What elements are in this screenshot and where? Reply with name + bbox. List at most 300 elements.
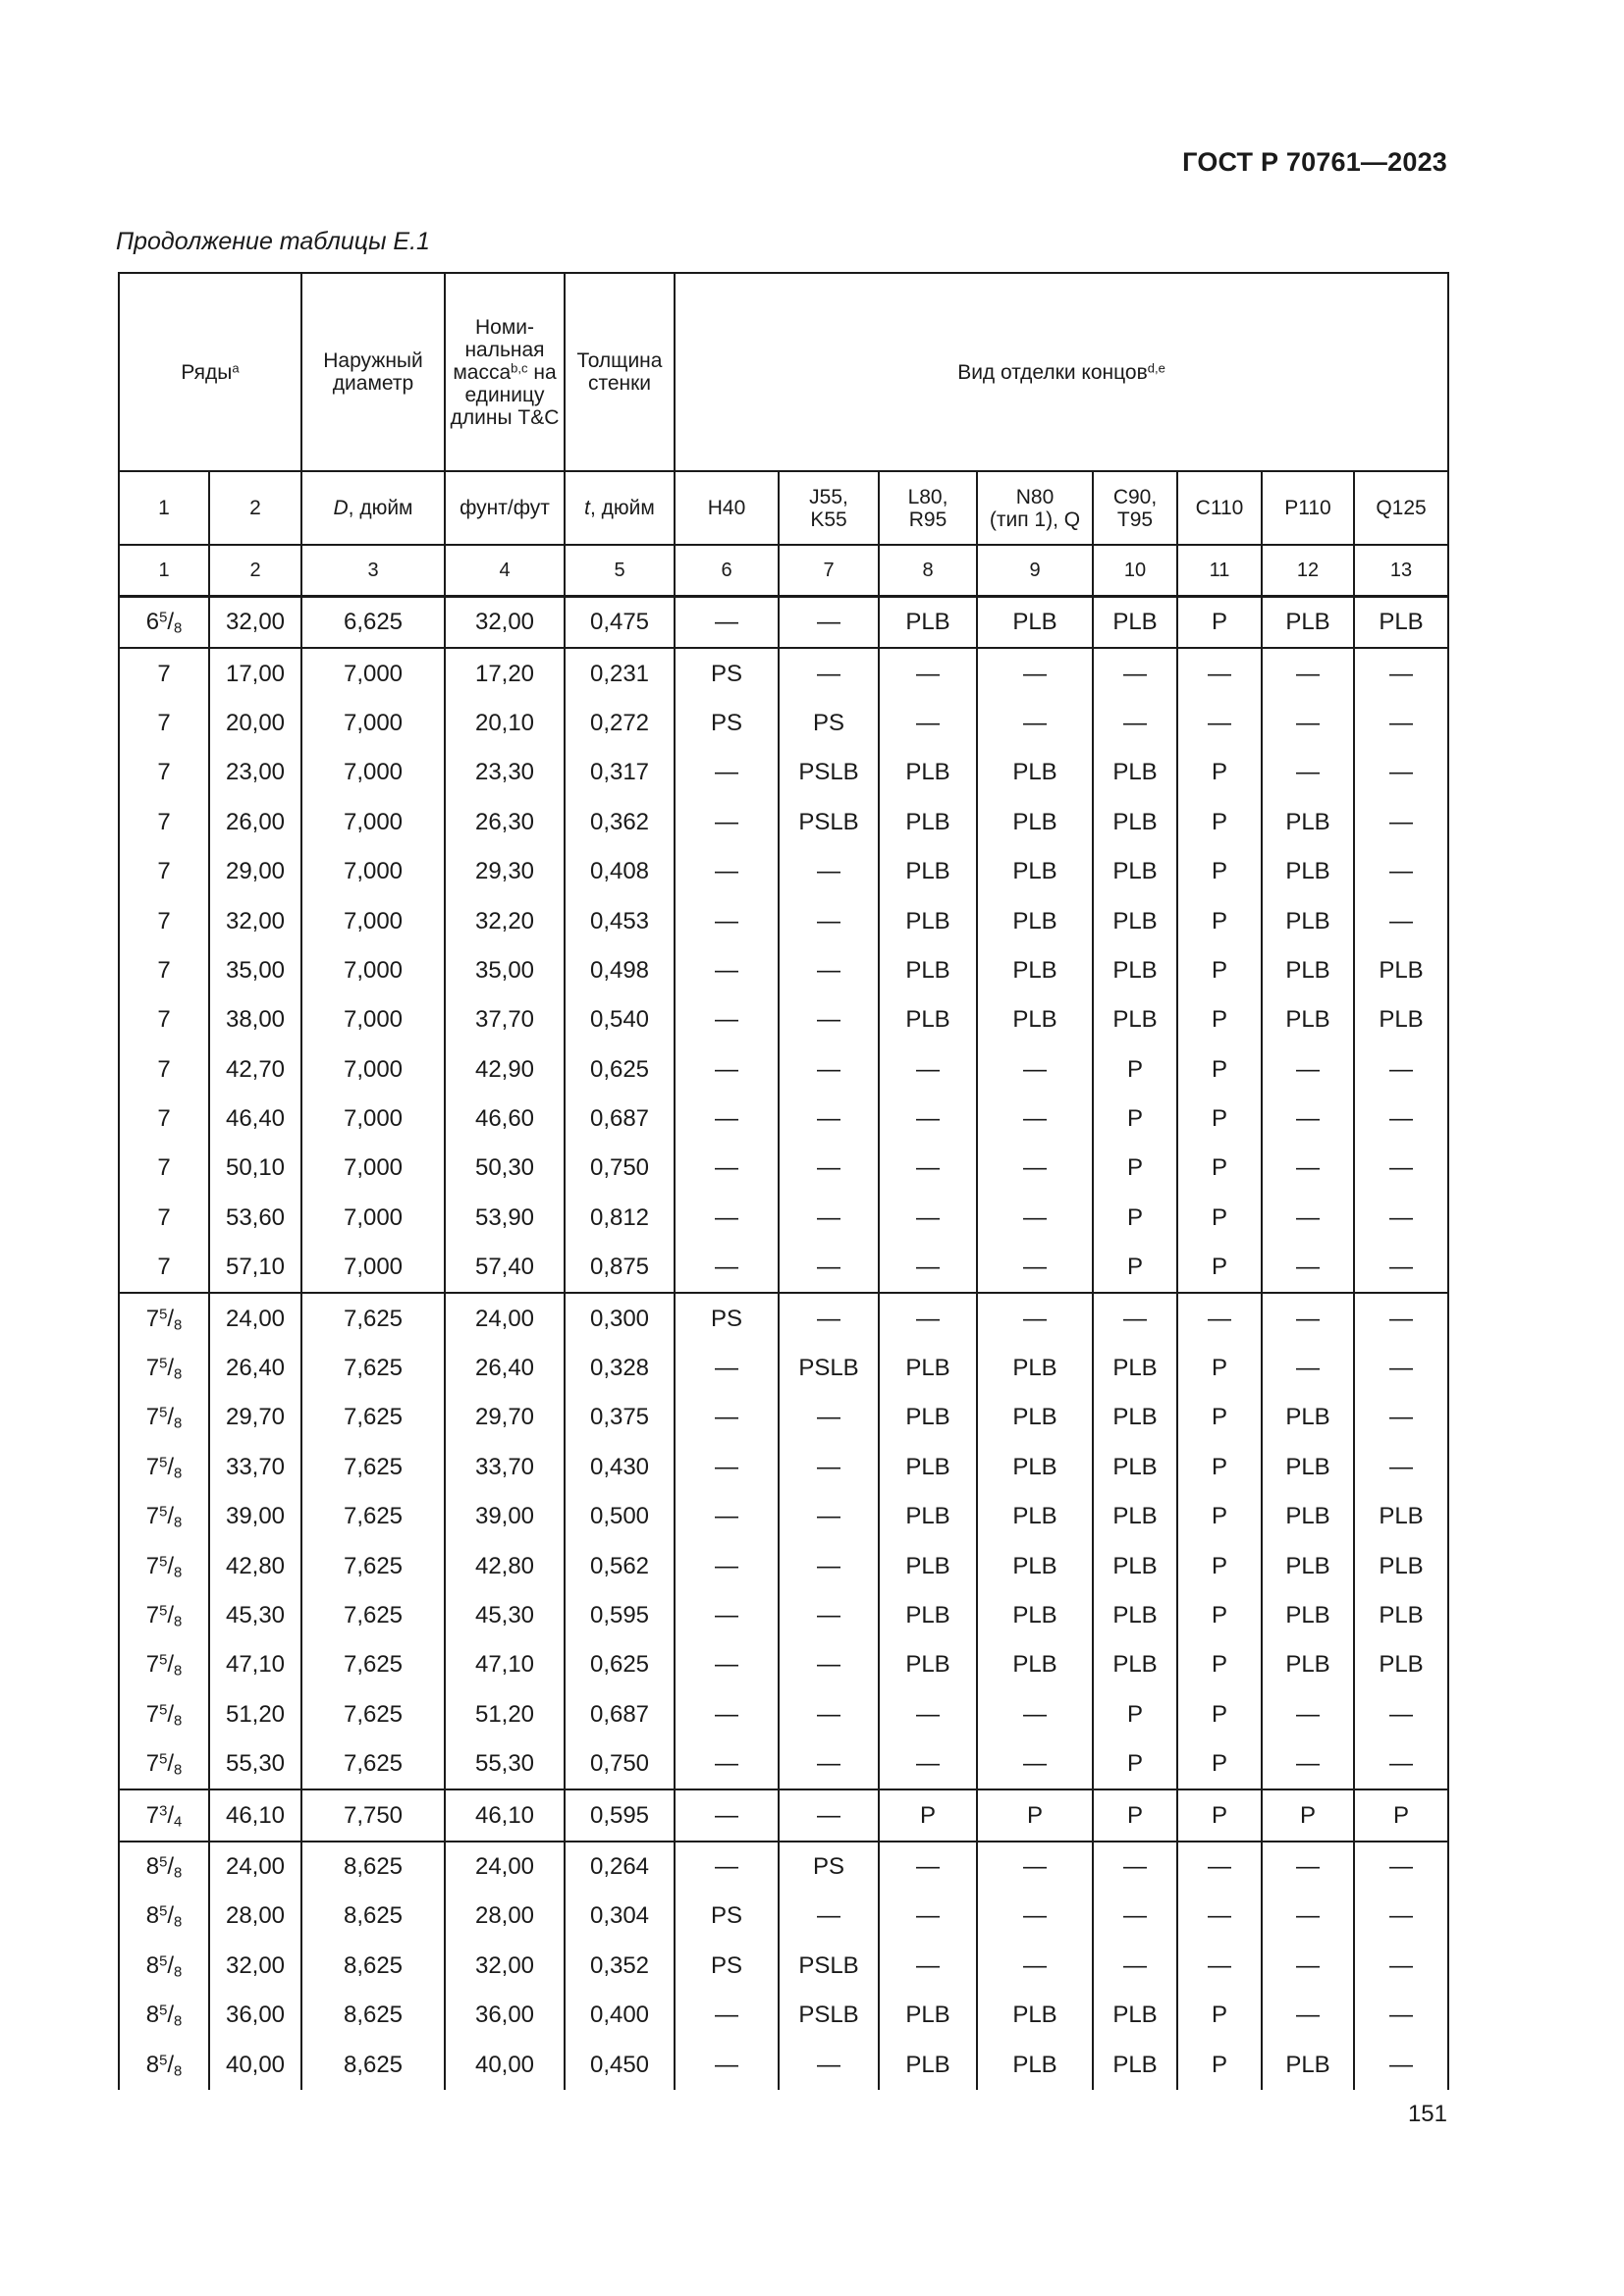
table-cell: PLB [977, 995, 1093, 1044]
table-cell: PLB [1354, 946, 1448, 995]
table-cell: 7,000 [301, 648, 445, 698]
column-number: 2 [209, 545, 301, 597]
table-cell: PLB [977, 1344, 1093, 1393]
table-cell: — [675, 946, 779, 995]
column-number: 3 [301, 545, 445, 597]
table-cell: 0,450 [565, 2040, 675, 2089]
table-cell: 7,625 [301, 1443, 445, 1492]
size-cell: 7 [119, 798, 209, 847]
table-cell: 8,625 [301, 1942, 445, 1991]
table-cell: PLB [1262, 2040, 1354, 2089]
size-cell: 7 [119, 1095, 209, 1144]
unit-col-2: 2 [209, 471, 301, 545]
table-cell: 0,498 [565, 946, 675, 995]
table-cell: PLB [977, 946, 1093, 995]
table-cell: 0,430 [565, 1443, 675, 1492]
table-cell: — [675, 896, 779, 945]
table-row [119, 1045, 1448, 1095]
table-cell: 29,00 [209, 847, 301, 896]
table-cell: PLB [879, 748, 977, 797]
table-cell: P [1093, 1789, 1177, 1841]
table-cell: — [1093, 1293, 1177, 1343]
table-cell: PLB [1093, 1541, 1177, 1590]
table-cell: 0,317 [565, 748, 675, 797]
table-cell: — [1354, 1144, 1448, 1193]
table-cell: — [779, 1045, 879, 1095]
table-cell: — [1093, 1942, 1177, 1991]
grade-header: C110 [1177, 471, 1262, 545]
table-cell: — [879, 699, 977, 748]
table-cell: 53,60 [209, 1194, 301, 1243]
table-cell: PLB [1354, 1541, 1448, 1590]
table-cell: — [1354, 1045, 1448, 1095]
table-cell: 0,352 [565, 1942, 675, 1991]
size-cell: 7 [119, 699, 209, 748]
table-cell: 7,000 [301, 946, 445, 995]
table-cell: PS [675, 648, 779, 698]
table-cell: 46,10 [445, 1789, 565, 1841]
table-cell: 0,362 [565, 798, 675, 847]
table-cell: PS [675, 1892, 779, 1941]
table-cell: — [879, 1144, 977, 1193]
table-cell: 7,000 [301, 699, 445, 748]
size-cell: $8^5/_8$ [119, 1892, 209, 1941]
table-cell: PS [779, 1842, 879, 1892]
table-cell: 29,70 [445, 1393, 565, 1442]
table-cell: — [779, 1591, 879, 1640]
table-cell: PS [779, 699, 879, 748]
table-cell: PS [675, 699, 779, 748]
table-cell: PLB [1262, 896, 1354, 945]
table-cell: — [977, 1194, 1093, 1243]
table-cell: — [779, 648, 879, 698]
table-cell: 57,40 [445, 1243, 565, 1293]
table-cell: — [1354, 1243, 1448, 1293]
table-row [119, 1739, 1448, 1789]
table-cell: 7,625 [301, 1541, 445, 1590]
column-number: 8 [879, 545, 977, 597]
table-row [119, 597, 1448, 649]
table-cell: — [675, 995, 779, 1044]
table-cell: 0,264 [565, 1842, 675, 1892]
table-cell: — [1354, 1690, 1448, 1739]
table-cell: 0,375 [565, 1393, 675, 1442]
table-cell: PLB [1093, 2040, 1177, 2089]
table-cell: PLB [1262, 1443, 1354, 1492]
table-cell: PSLB [779, 748, 879, 797]
table-cell: 23,00 [209, 748, 301, 797]
table-cell: PLB [879, 995, 977, 1044]
table-cell: — [779, 847, 879, 896]
nominal-mass-header: Номи-нальная масса$^{b,c}$ на единицу длины T&C [445, 273, 565, 471]
table-cell: 7,000 [301, 1045, 445, 1095]
table-cell: — [1177, 1942, 1262, 1991]
table-cell: PLB [1354, 1640, 1448, 1689]
table-cell: PLB [977, 1991, 1093, 2040]
size-cell: $8^5/_8$ [119, 2040, 209, 2089]
table-cell: 46,10 [209, 1789, 301, 1841]
table-cell: 24,00 [445, 1842, 565, 1892]
table-cell: 47,10 [445, 1640, 565, 1689]
size-cell: $7^5/_8$ [119, 1344, 209, 1393]
table-cell: 28,00 [209, 1892, 301, 1941]
table-cell: — [1354, 699, 1448, 748]
table-cell: P [1177, 2040, 1262, 2089]
table-cell: — [1262, 1991, 1354, 2040]
table-row [119, 847, 1448, 896]
table-cell: — [675, 1842, 779, 1892]
table-cell: P [1354, 1789, 1448, 1841]
table-cell: P [1177, 1095, 1262, 1144]
table-cell: — [675, 597, 779, 649]
size-cell: $7^5/_8$ [119, 1739, 209, 1789]
table-cell: P [1177, 896, 1262, 945]
table-cell: PLB [977, 896, 1093, 945]
table-cell: 0,750 [565, 1739, 675, 1789]
table-cell: — [1262, 1942, 1354, 1991]
table-cell: PLB [1093, 748, 1177, 797]
table-cell: P [1093, 1739, 1177, 1789]
table-cell: 50,10 [209, 1144, 301, 1193]
table-cell: 7,625 [301, 1690, 445, 1739]
size-cell: 7 [119, 946, 209, 995]
column-number: 13 [1354, 545, 1448, 597]
table-cell: — [779, 1492, 879, 1541]
table-cell: PLB [879, 1393, 977, 1442]
table-cell: 0,400 [565, 1991, 675, 2040]
table-cell: 7,000 [301, 798, 445, 847]
size-cell: $7^5/_8$ [119, 1541, 209, 1590]
table-cell: P [1093, 1095, 1177, 1144]
table-cell: 32,00 [209, 1942, 301, 1991]
unit-mass: фунт/фут [445, 471, 565, 545]
size-cell: $8^5/_8$ [119, 1942, 209, 1991]
table-cell: PLB [879, 896, 977, 945]
table-cell: 42,90 [445, 1045, 565, 1095]
column-number: 10 [1093, 545, 1177, 597]
table-row [119, 1842, 1448, 1892]
table-cell: 42,80 [209, 1541, 301, 1590]
table-cell: — [779, 896, 879, 945]
table-cell: — [879, 1045, 977, 1095]
column-number: 5 [565, 545, 675, 597]
table-cell: — [977, 1144, 1093, 1193]
table-cell: 45,30 [209, 1591, 301, 1640]
table-cell: PLB [879, 1591, 977, 1640]
table-cell: 57,10 [209, 1243, 301, 1293]
table-cell: P [1177, 1640, 1262, 1689]
table-cell: PLB [1093, 946, 1177, 995]
table-cell: — [675, 1393, 779, 1442]
table-cell: 51,20 [445, 1690, 565, 1739]
table-cell: 7,625 [301, 1591, 445, 1640]
table-cell: P [1177, 1243, 1262, 1293]
table-cell: P [1177, 1443, 1262, 1492]
table-cell: 24,00 [209, 1842, 301, 1892]
table-cell: — [977, 1243, 1093, 1293]
table-cell: P [1177, 1393, 1262, 1442]
table-cell: — [1354, 1443, 1448, 1492]
table-cell: — [1262, 1739, 1354, 1789]
table-cell: — [1262, 1690, 1354, 1739]
unit-diameter: D, дюйм [301, 471, 445, 545]
table-cell: P [1177, 1194, 1262, 1243]
table-cell: PLB [1093, 995, 1177, 1044]
table-cell: — [1262, 1243, 1354, 1293]
table-row [119, 1991, 1448, 2040]
table-cell: P [1093, 1243, 1177, 1293]
table-cell: 42,80 [445, 1541, 565, 1590]
table-cell: 0,625 [565, 1045, 675, 1095]
table-row [119, 1892, 1448, 1941]
table-cell: — [779, 1690, 879, 1739]
table-row [119, 1492, 1448, 1541]
table-header [119, 273, 1448, 597]
table-cell: — [675, 1739, 779, 1789]
table-row [119, 946, 1448, 995]
table-cell: 0,231 [565, 648, 675, 698]
size-cell: 7 [119, 1194, 209, 1243]
table-cell: PLB [1262, 847, 1354, 896]
table-cell: 7,625 [301, 1393, 445, 1442]
table-cell: 50,30 [445, 1144, 565, 1193]
table-body [119, 597, 1448, 2090]
table-row [119, 995, 1448, 1044]
table-cell: 32,00 [209, 597, 301, 649]
end-finish-header: Вид отделки концов$^{d,e}$ [675, 273, 1448, 471]
table-cell: PLB [879, 2040, 977, 2089]
grade-header: N80 (тип 1), Q [977, 471, 1093, 545]
table-cell: PLB [1262, 1640, 1354, 1689]
table-cell: 26,40 [209, 1344, 301, 1393]
table-cell: 51,20 [209, 1690, 301, 1739]
table-row [119, 1194, 1448, 1243]
size-cell: $7^5/_8$ [119, 1640, 209, 1689]
table-cell: — [879, 1293, 977, 1343]
table-cell: — [779, 1892, 879, 1941]
table-row [119, 2040, 1448, 2089]
table-cell: PLB [977, 2040, 1093, 2089]
size-cell: $7^5/_8$ [119, 1690, 209, 1739]
table-row [119, 1293, 1448, 1343]
table-cell: — [1177, 1842, 1262, 1892]
table-cell: — [779, 1640, 879, 1689]
table-cell: 7,000 [301, 1194, 445, 1243]
table-cell: 24,00 [445, 1293, 565, 1343]
table-cell: 20,00 [209, 699, 301, 748]
table-cell: 29,70 [209, 1393, 301, 1442]
table-cell: 0,272 [565, 699, 675, 748]
table-cell: P [1262, 1789, 1354, 1841]
table-cell: — [1354, 1194, 1448, 1243]
table-cell: — [1262, 1045, 1354, 1095]
table-cell: PS [675, 1942, 779, 1991]
table-cell: — [1354, 1942, 1448, 1991]
table-cell: 28,00 [445, 1892, 565, 1941]
table-cell: — [1262, 1095, 1354, 1144]
table-cell: — [779, 1095, 879, 1144]
size-cell: 7 [119, 648, 209, 698]
table-cell: PLB [1354, 1492, 1448, 1541]
table-cell: 38,00 [209, 995, 301, 1044]
table-cell: P [1177, 1591, 1262, 1640]
table-cell: 45,30 [445, 1591, 565, 1640]
table-cell: PLB [1354, 995, 1448, 1044]
column-number: 7 [779, 545, 879, 597]
table-cell: — [879, 1095, 977, 1144]
table-cell: — [675, 2040, 779, 2089]
table-cell: 0,625 [565, 1640, 675, 1689]
table-cell: 17,00 [209, 648, 301, 698]
table-row [119, 1344, 1448, 1393]
table-cell: 55,30 [445, 1739, 565, 1789]
table-cell: PLB [977, 597, 1093, 649]
table-cell: — [977, 699, 1093, 748]
table-cell: — [1354, 1095, 1448, 1144]
table-cell: 0,562 [565, 1541, 675, 1590]
size-cell: $8^5/_8$ [119, 1842, 209, 1892]
size-cell: $7^5/_8$ [119, 1443, 209, 1492]
size-cell: $7^5/_8$ [119, 1293, 209, 1343]
table-cell: 7,000 [301, 847, 445, 896]
size-cell: 7 [119, 1144, 209, 1193]
table-cell: — [977, 1892, 1093, 1941]
table-cell: — [1262, 1842, 1354, 1892]
table-cell: 26,40 [445, 1344, 565, 1393]
table-cell: — [779, 2040, 879, 2089]
table-cell: PLB [977, 1640, 1093, 1689]
table-cell: 0,475 [565, 597, 675, 649]
table-cell: — [779, 1443, 879, 1492]
table-cell: — [675, 1045, 779, 1095]
table-cell: P [1177, 847, 1262, 896]
table-cell: — [675, 1443, 779, 1492]
table-cell: — [779, 1393, 879, 1442]
table-cell: 33,70 [445, 1443, 565, 1492]
table-cell: — [977, 1739, 1093, 1789]
table-cell: — [1354, 847, 1448, 896]
table-cell: 35,00 [209, 946, 301, 995]
table-cell: PSLB [779, 1991, 879, 2040]
table-cell: — [1354, 1892, 1448, 1941]
table-cell: — [879, 1842, 977, 1892]
table-cell: PLB [977, 1591, 1093, 1640]
table-cell: PLB [879, 1492, 977, 1541]
casing-spec-table [118, 272, 1449, 2090]
table-cell: — [1354, 896, 1448, 945]
size-cell: 7 [119, 995, 209, 1044]
table-cell: — [1262, 1293, 1354, 1343]
table-cell: 32,00 [445, 597, 565, 649]
table-cell: 17,20 [445, 648, 565, 698]
table-cell: — [1093, 1842, 1177, 1892]
table-cell: — [1262, 648, 1354, 698]
table-cell: — [779, 1293, 879, 1343]
table-cell: — [977, 1095, 1093, 1144]
grade-header: Q125 [1354, 471, 1448, 545]
table-cell: PLB [879, 946, 977, 995]
table-cell: — [1262, 748, 1354, 797]
table-cell: — [779, 1243, 879, 1293]
table-cell: — [675, 1640, 779, 1689]
table-cell: PS [675, 1293, 779, 1343]
table-cell: 7,625 [301, 1739, 445, 1789]
table-cell: PLB [1354, 1591, 1448, 1640]
table-cell: — [1262, 1344, 1354, 1393]
table-cell: 32,20 [445, 896, 565, 945]
table-cell: — [879, 1243, 977, 1293]
page-number: 151 [1407, 2101, 1447, 2127]
size-cell: $7^5/_8$ [119, 1393, 209, 1442]
table-cell: — [1354, 1991, 1448, 2040]
table-row [119, 1942, 1448, 1991]
table-cell: PLB [977, 1443, 1093, 1492]
table-cell: PLB [879, 597, 977, 649]
table-cell: 23,30 [445, 748, 565, 797]
table-cell: PLB [1262, 597, 1354, 649]
table-cell: 7,000 [301, 1095, 445, 1144]
table-cell: 26,00 [209, 798, 301, 847]
table-cell: PLB [879, 798, 977, 847]
table-cell: P [1177, 1344, 1262, 1393]
column-number: 11 [1177, 545, 1262, 597]
table-row [119, 1789, 1448, 1841]
table-cell: — [675, 1095, 779, 1144]
table-cell: 8,625 [301, 1842, 445, 1892]
table-row [119, 1591, 1448, 1640]
table-cell: PLB [1093, 847, 1177, 896]
size-cell: $7^5/_8$ [119, 1492, 209, 1541]
table-cell: — [1262, 1892, 1354, 1941]
table-caption: Продолжение таблицы Е.1 [116, 228, 430, 255]
size-cell: 7 [119, 748, 209, 797]
table-cell: — [1262, 699, 1354, 748]
table-cell: PLB [1093, 1344, 1177, 1393]
table-cell: P [1093, 1045, 1177, 1095]
table-cell: P [1177, 798, 1262, 847]
table-cell: — [1354, 2040, 1448, 2089]
table-cell: — [779, 1144, 879, 1193]
table-cell: PSLB [779, 1942, 879, 1991]
table-cell: 55,30 [209, 1739, 301, 1789]
table-cell: 8,625 [301, 2040, 445, 2089]
table-cell: P [1177, 1144, 1262, 1193]
grade-header: J55, K55 [779, 471, 879, 545]
size-cell: 7 [119, 847, 209, 896]
table-cell: PLB [879, 1640, 977, 1689]
table-cell: — [1177, 699, 1262, 748]
table-cell: P [1177, 1541, 1262, 1590]
table-cell: — [675, 1789, 779, 1841]
table-cell: 20,10 [445, 699, 565, 748]
table-cell: 42,70 [209, 1045, 301, 1095]
table-cell: PLB [1093, 798, 1177, 847]
table-cell: — [675, 1194, 779, 1243]
table-cell: 0,687 [565, 1690, 675, 1739]
size-cell: $6^5/_8$ [119, 597, 209, 649]
table-cell: P [1177, 1492, 1262, 1541]
table-cell: — [1177, 648, 1262, 698]
table-cell: PLB [1354, 597, 1448, 649]
table-cell: PLB [1093, 896, 1177, 945]
table-cell: 0,687 [565, 1095, 675, 1144]
table-cell: — [1177, 1293, 1262, 1343]
table-cell: — [675, 1591, 779, 1640]
table-cell: 37,70 [445, 995, 565, 1044]
table-cell: 39,00 [209, 1492, 301, 1541]
table-cell: — [1354, 1344, 1448, 1393]
column-number: 1 [119, 545, 209, 597]
